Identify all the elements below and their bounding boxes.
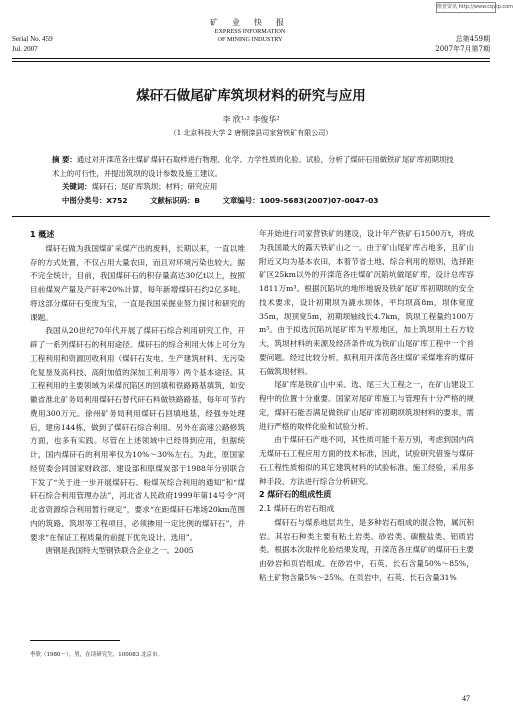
- abstract-label: 摘 要：: [52, 155, 77, 164]
- subsection-heading-2-1: 2.1 煤矸石的岩石组成: [259, 504, 335, 513]
- classification-line: [62, 195, 482, 206]
- keywords: [62, 181, 217, 192]
- header-rule-thin: [12, 61, 490, 62]
- article-title: 煤矸石做尾矿库筑坝材料的研究与应用: [136, 88, 366, 104]
- footnote-rule: [30, 640, 120, 641]
- section-heading-1: 1 概述: [30, 230, 55, 239]
- left-paragraph-3: 唐钢是我国特大型钢铁联合企业之一。2005: [45, 546, 194, 556]
- section-heading-2: 2 煤矸石的组成性质: [259, 490, 332, 500]
- article-id: 文章编号：1009-5683(2007)07-0047-03: [222, 196, 379, 205]
- journal-title-en-1: EXPRESS INFORMATION: [214, 28, 286, 35]
- affiliation-line: （1 北京科技大学 2 唐钢滦县司家营铁矿有限公司）: [169, 129, 333, 137]
- keywords-text: 煤矸石；尾矿库筑坝；材料；研究应用: [91, 182, 218, 191]
- right-paragraph-4: 煤矸石与煤系地层共生，是多种岩石组成的混合物，属沉积岩。其岩石种类主要有粘土岩类、砂岩类、碳酸盐类、铝质岩类。根据本次取样化验结果发现，开滦范各庄煤矿的煤矸石主要由砂岩和页岩组成。在砂岩中，石英、长石含量50%～85%，粘土矿物含量5%～25%。在页岩中，石英、长石含量31%: [259, 517, 474, 582]
- right-paragraph-3: 由于煤矸石产地不同，其性质可能千差万别，考虑到国内尚无煤矸石工程应用方面的技术标准，因此，试验研究借鉴与煤矸石工程性质相似的其它建筑材料的试验标准、施工经验，采用多种手段、方法进行综合分析研究。: [259, 435, 474, 486]
- journal-title-en-2: OF MINING INDUSTRY: [217, 35, 283, 43]
- author-line: 李 欣¹·² 李俊华²: [222, 115, 280, 124]
- watermark-stamp: 维普资讯 http://www.cqvip.com: [436, 2, 496, 13]
- journal-title-cn: 矿 业 快 报: [210, 18, 290, 27]
- abstract: [52, 153, 454, 181]
- serial-number: Serial No. 459: [12, 35, 53, 43]
- right-paragraph-1: 年开始进行司家营铁矿的建设，设计年产铁矿石1500万t，将成为我国最大的露天铁矿山之一。由于矿山尾矿库占地多，且矿山附近又均为基本农田，本着节省土地、综合利用的原则，选择距矿区25km以外的开滦范各庄煤矿沉陷坑做尾矿库，设计总库容1811万m³。根据沉陷坑的地形地貌及铁矿尾矿库初期坝的安全技术要求，设计初期坝为漉水坝体，平均坝高8m，坝体宽度35m，坝顶宽5m，初期坝轴线长4.7km，筑坝工程量约100万m³。由于拟选沉陷坑尾矿库为平原地区，加上筑坝用土石方较大，筑坝材料的来源及经济条件成为铁矿山尾矿库工程中一个首要问题。经过比较分析，拟利用开滦范各庄煤矿采煤堆弃的煤矸石做筑坝材料。: [259, 229, 474, 376]
- journal-masthead: [150, 17, 350, 43]
- author-footnote: 李欣（1980－），男，在读研究生，100083 北京市。: [30, 652, 163, 658]
- abstract-rule: [12, 216, 490, 217]
- left-column: [30, 228, 245, 558]
- left-paragraph-1: 煤矸石做为我国煤矿采煤产出的废料，长期以来，一直以堆存的方式处置，不仅占用大量农田，而且对环境污染也较大。据不完全统计，目前，我国煤矸石的积存量高达30亿t以上，按照目前煤炭产量及产矸率20%计算，每年新增煤矸石约2亿多吨。将这部分煤矸石变废为宝，一直是我国采掘业努力探讨和研究的课题。: [30, 243, 245, 322]
- right-paragraph-2: 尾矿库是铁矿山中采、选、尾三大工程之一，在矿山建设工程中的位置十分重要。国家对尾矿库施工与管理有十分严格的规定，煤矸石能否满足做铁矿山尾矿库初期坝筑坝材料的要求，需进行严格的取样化验和试验分析。: [259, 380, 474, 431]
- abstract-text: 通过对开滦范各庄煤矿煤矸石取样进行物理、化学、力学性质的化验、试验，分析了煤矸石用做铁矿尾矿库初期坝技术上的可行性，并提出筑坝的设计参数及施工建议。: [52, 155, 454, 178]
- issue-month: 2007年7月第7期: [435, 45, 490, 53]
- header-rule-thick: [12, 58, 490, 59]
- document-code: 文献标识码：B: [150, 196, 201, 205]
- keywords-label: 关键词：: [62, 182, 92, 191]
- header-right: [380, 34, 490, 54]
- issue-date: Jul. 2007: [12, 45, 38, 53]
- total-issue: 总第459期: [455, 35, 490, 43]
- right-column: [259, 227, 474, 585]
- header-left: [12, 34, 53, 54]
- page-number: 47: [462, 694, 470, 703]
- left-paragraph-2: 我国从20世纪70年代开展了煤矸石综合利用研究工作，开辟了一系列煤矸石的利用途径。煤矸石的综合利用大体上可分为工程利用和资源回收利用（煤矸石发电、生产建筑材料、无污染化复垦及高科技、高附加值的深加工利用等）两个基本途径。其工程利用的主要领域为采煤沉陷区的回填和铁路路基填筑，如安徽省淮北矿务局利用煤矸石替代矸石料做铁路路基，每年可节约费用300万元。徐州矿务局利用煤矸石回填地基，经强夯处理后，建房144栋，做到了煤矸石综合利用。另外在高速公路修筑方面，也多有实践。尽管在上述领域中已经得到应用，但据统计，国内煤矸石的利用率仅为10%～30%左右。为此，原国家经贸委会同国家财政部、建设部和原煤炭部于1988年分别联合下发了“关于进一步开展煤矸石、粉煤灰综合利用的通知”和“煤矸石综合利用管理办法”，河北省人民政府1999年第14号令“河北省资源综合利用暂行规定”，要求“在距煤矸石堆场20km范围内的筑路、筑坝等工程项目，必须掺用一定比例的煤矸石”，并要求“在保证工程质量的前提下优先设计、选用”。: [30, 326, 245, 542]
- clc-number: 中图分类号：X752: [62, 196, 128, 205]
